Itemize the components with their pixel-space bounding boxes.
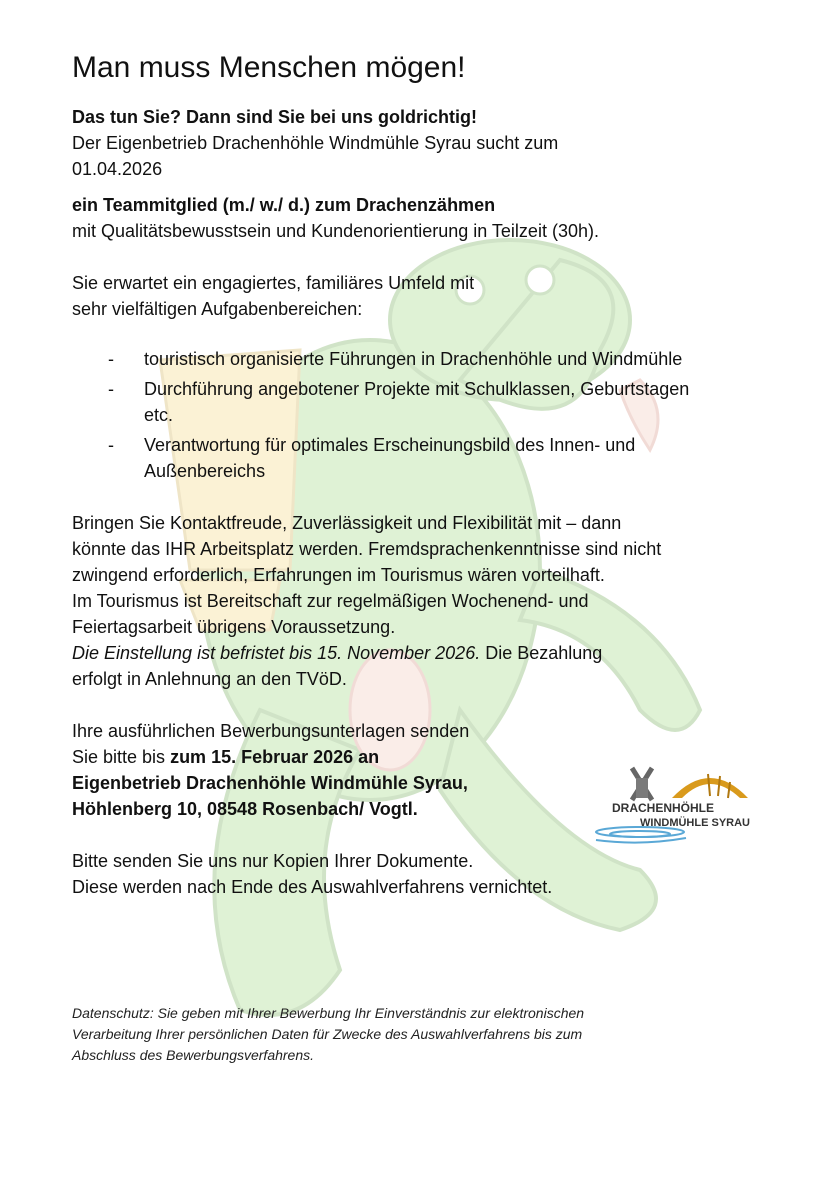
list-item (72, 346, 704, 372)
position-title: ein Teammitglied (m./ w./ d.) zum Drachenzähmen (72, 195, 496, 215)
application-line-1: Ihre ausführlichen Bewerbungsunterlagen senden (72, 721, 470, 741)
task-text: touristisch organisierte Führungen in Drachenhöhle und Windmühle (144, 349, 683, 369)
contract-term (72, 640, 772, 666)
privacy-notice (72, 1003, 752, 1066)
pay-text: Die Bezahlung (480, 643, 603, 663)
logo-line-1: DRACHENHÖHLE (612, 801, 714, 815)
intro-line-1: Der Eigenbetrieb Drachenhöhle Windmühle Syrau sucht zum (72, 133, 559, 153)
position-subtitle: mit Qualitätsbewusstsein und Kundenorientierung in Teilzeit (30h). (72, 221, 599, 241)
requirements-line-2: könnte das IHR Arbeitsplatz werden. Fremdsprachenkenntnisse sind nicht (72, 539, 662, 559)
privacy-line-2: Verarbeitung Ihrer persönlichen Daten für Zwecke des Auswahlverfahrens bis zum (72, 1026, 583, 1042)
copies-line-1: Bitte senden Sie uns nur Kopien Ihrer Dokumente. (72, 851, 474, 871)
contract-term-italic: Die Einstellung ist befristet bis 15. November 2026. (72, 643, 481, 663)
offer-line-1: Sie erwartet ein engagiertes, familiäres Umfeld mit (72, 273, 475, 293)
list-dash: - (108, 349, 114, 369)
requirements-line-4: Im Tourismus ist Bereitschaft zur regelmäßigen Wochenend- und (72, 591, 589, 611)
logo-line-2: WINDMÜHLE SYRAU (640, 817, 750, 829)
list-item (72, 376, 704, 428)
application-deadline-prefix: Sie bitte bis (72, 747, 171, 767)
task-list (72, 346, 772, 484)
pay-text-2: erfolgt in Anlehnung an den TVöD. (72, 669, 347, 689)
requirements-line-5: Feiertagsarbeit übrigens Voraussetzung. (72, 617, 396, 637)
application-deadline: zum 15. Februar 2026 an (170, 747, 380, 767)
list-item (72, 432, 704, 484)
intro-tagline: Das tun Sie? Dann sind Sie bei uns goldrichtig! (72, 107, 478, 127)
offer-line-2: sehr vielfältigen Aufgabenbereichen: (72, 299, 363, 319)
intro-date: 01.04.2026 (72, 159, 163, 179)
application-recipient: Eigenbetrieb Drachenhöhle Windmühle Syrau, (72, 773, 468, 793)
task-text: Verantwortung für optimales Erscheinungsbild des Innen- und Außenbereichs (144, 435, 636, 481)
requirements-line-1: Bringen Sie Kontaktfreude, Zuverlässigkeit und Flexibilität mit – dann (72, 513, 622, 533)
privacy-line-3: Abschluss des Bewerbungsverfahrens. (72, 1047, 315, 1063)
requirements-line-3: zwingend erforderlich, Erfahrungen im Tourismus wären vorteilhaft. (72, 565, 605, 585)
windmill-icon (632, 768, 652, 800)
copies-line-2: Diese werden nach Ende des Auswahlverfahrens vernichtet. (72, 877, 553, 897)
list-dash: - (108, 379, 114, 399)
drachenhoehle-logo (590, 764, 770, 846)
list-dash: - (108, 435, 114, 455)
privacy-line-1: Datenschutz: Sie geben mit Ihrer Bewerbung Ihr Einverständnis zur elektronischen (72, 1005, 585, 1021)
page-title: Man muss Menschen mögen! (72, 51, 466, 84)
water-waves-icon (596, 827, 686, 843)
task-text: Durchführung angebotener Projekte mit Schulklassen, Geburtstagen etc. (144, 379, 690, 425)
application-address: Höhlenberg 10, 08548 Rosenbach/ Vogtl. (72, 799, 418, 819)
